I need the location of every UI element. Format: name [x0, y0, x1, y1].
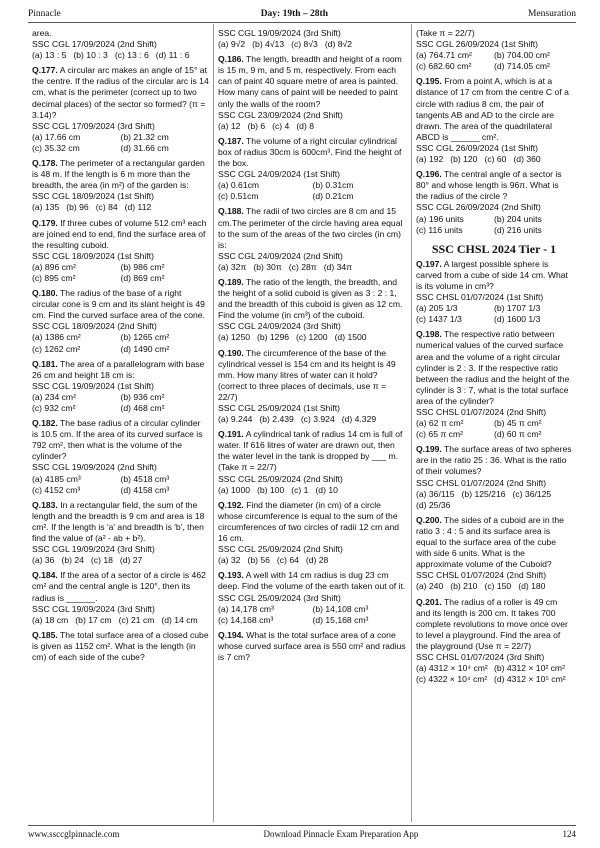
answer-option: (b) 30π	[253, 261, 282, 272]
question-block	[416, 597, 572, 686]
exam-source: SSC CGL 26/09/2024 (2nd Shift)	[416, 202, 541, 213]
question-body: From a point A, which is at a distance of 17 cm from the centre C of a circle with radius 8 cm, the pair of tangents AB and AD to the circle are drawn. The area of the quadrilateral ABCD is ______ cm².	[416, 76, 569, 142]
question-body: If the area of a sector of a circle is 462 cm² and the central angle is 120°, then its radius is ______.	[32, 570, 206, 603]
answer-options	[218, 180, 407, 202]
answer-options	[416, 489, 572, 511]
answer-option: (c) 3.924	[300, 414, 335, 425]
question-text	[32, 500, 209, 544]
answer-option: (d) 714.05 cm²	[494, 61, 550, 72]
exam-source: SSC CGL 18/09/2024 (1st Shift)	[32, 250, 154, 261]
question-block	[218, 570, 407, 625]
question-number: Q.178.	[32, 158, 58, 169]
question-number: Q.192.	[218, 499, 244, 510]
question-number: Q.196.	[416, 169, 442, 180]
question-block	[218, 54, 407, 132]
question-number: Q.188.	[218, 206, 244, 217]
exam-source: SSC CGL 25/09/2024 (3rd Shift)	[218, 592, 341, 603]
question-body: The respective ratio between numerical values of the curved surface area and the volume of a right circular cylinder is 2 : 3. If the respective ratio between the radius and the height of the cylinder is 3 : 7, what is the total surface area of the cylinder?	[416, 329, 570, 406]
answer-option: (a) 234 cm²	[32, 391, 76, 402]
answer-option: (b) 986 cm²	[120, 261, 165, 272]
question-block	[218, 28, 407, 50]
answer-option: (d) 180	[518, 581, 546, 592]
question-body: Find the diameter (in cm) of a circle whose circumference is equal to the sum of the circumferences of two circles of radii 12 cm and 16 cm.	[218, 499, 400, 544]
answer-option: (c) 18	[90, 555, 113, 566]
exam-source: SSC CGL 19/09/2024 (2nd Shift)	[32, 462, 157, 473]
answer-option: (c) 13 : 6	[114, 50, 149, 61]
answer-option: (a) 14,178 cm³	[218, 603, 274, 614]
answer-option: (d) 4.329	[341, 414, 377, 425]
question-body: The central angle of a sector is 80° and whose length is 96π. What is the radius of the circle ?	[416, 169, 562, 202]
answer-option: (a) 18 cm	[32, 614, 69, 625]
question-number: Q.182.	[32, 418, 58, 429]
question-block	[32, 158, 209, 213]
answer-option: (d) 14 cm	[161, 614, 198, 625]
question-number: Q.199.	[416, 444, 442, 455]
question-block	[32, 418, 209, 496]
answer-option: (c) 682.60 cm²	[416, 61, 472, 72]
answer-option: (b) 210	[450, 581, 478, 592]
answer-options	[416, 154, 572, 165]
answer-option: (d) 60 π cm²	[494, 429, 542, 440]
answer-option: (c) 4322 × 10⁴ cm²	[416, 674, 488, 685]
question-text	[218, 348, 407, 403]
answer-option: (c) 4152 cm³	[32, 484, 81, 495]
answer-option: (b) 936 cm²	[120, 391, 165, 402]
answer-option: (a) 1386 cm²	[32, 332, 81, 343]
answer-option: (a) 32	[218, 555, 241, 566]
question-text	[218, 429, 407, 473]
answer-option: (a) 205 1/3	[416, 303, 458, 314]
exam-source: SSC CGL 24/09/2024 (1st Shift)	[218, 169, 340, 180]
question-block	[218, 630, 407, 663]
answer-options	[416, 581, 572, 592]
answer-option: (a) 36	[32, 555, 55, 566]
answer-options	[32, 555, 209, 566]
answer-option: (b) 1296	[257, 332, 290, 343]
question-block	[218, 136, 407, 203]
question-block	[32, 500, 209, 567]
question-block	[416, 169, 572, 236]
answer-option: (c) 60	[484, 154, 507, 165]
answer-option: (d) 1600 1/3	[494, 314, 541, 325]
answer-option: (c) 35.32 cm	[32, 142, 80, 153]
question-block	[416, 259, 572, 326]
answer-options	[32, 262, 209, 284]
answer-option: (c) 21 cm	[118, 614, 155, 625]
answer-option: (c) 0.51cm	[218, 191, 259, 202]
answer-option: (a) 9√2	[218, 39, 246, 50]
question-text	[416, 515, 572, 570]
exam-source: SSC CGL 23/09/2024 (2nd Shift)	[218, 109, 343, 120]
question-body: The surface areas of two spheres are in the ratio 25 : 36. What is the ratio of their volumes?	[416, 444, 572, 477]
answer-option: (a) 17.66 cm	[32, 131, 81, 142]
exam-source: SSC CHSL 01/07/2024 (2nd Shift)	[416, 477, 547, 488]
question-block	[218, 429, 407, 496]
answer-option: (a) 36/115	[416, 488, 455, 499]
question-text	[416, 76, 572, 143]
answer-option: (b) 6	[247, 120, 266, 131]
answer-option: (d) 15,168 cm³	[312, 614, 369, 625]
footer-website: www.ssccglpinnacle.com	[28, 829, 120, 839]
question-body: The perimeter of a rectangular garden is 48 m. If the length is 6 m more than the breadth, the area (in m²) of the garden is:	[32, 158, 205, 191]
answer-option: (a) 0.61cm	[218, 180, 260, 191]
question-block	[32, 630, 209, 663]
column-1	[28, 24, 213, 822]
question-body: In a rectangular field, the sum of the length and the breadth is 9 cm and area is 18 cm². If the length is 'a' and breadth is 'b', then find the value of (a² - ab + b²).	[32, 499, 205, 544]
question-number: Q.197.	[416, 258, 442, 269]
answer-option: (a) 1000	[218, 484, 251, 495]
answer-option: (d) 0.21cm	[312, 191, 354, 202]
answer-option: (b) 4√13	[252, 39, 285, 50]
question-number: Q.186.	[218, 54, 244, 65]
question-text	[218, 277, 407, 321]
question-block	[32, 28, 209, 61]
question-text	[32, 65, 209, 120]
question-text	[416, 169, 572, 202]
question-number: Q.190.	[218, 347, 244, 358]
question-text	[32, 218, 209, 251]
exam-source: SSC CHSL 01/07/2024 (2nd Shift)	[416, 570, 547, 581]
exam-source: SSC CGL 25/09/2024 (2nd Shift)	[218, 544, 343, 555]
question-body: What is the total surface area of a cone whose curved surface area is 550 cm² and radius is 7 cm?	[218, 629, 406, 662]
question-text	[218, 136, 407, 169]
answer-option: (c) 65 π cm²	[416, 429, 463, 440]
question-text	[218, 54, 407, 109]
question-text	[416, 329, 572, 407]
exam-source: SSC CGL 25/09/2024 (1st Shift)	[218, 403, 340, 413]
answer-option: (b) 17 cm	[75, 614, 112, 625]
question-text	[32, 288, 209, 321]
question-block	[416, 329, 572, 440]
answer-option: (c) 932 cm²	[32, 403, 76, 413]
answer-option: (a) 4185 cm³	[32, 473, 81, 484]
answer-options	[32, 50, 209, 61]
question-number: Q.195.	[416, 76, 442, 87]
answer-option: (d) 31.66 cm	[120, 142, 169, 153]
question-body: (Take π = 22/7)	[416, 28, 475, 38]
answer-options	[416, 663, 572, 685]
answer-option: (b) 21.32 cm	[120, 131, 169, 142]
question-block	[416, 515, 572, 593]
answer-option: (d) 28	[305, 555, 329, 566]
answer-option: (d) 216 units	[494, 224, 542, 235]
exam-source: SSC CGL 24/09/2024 (2nd Shift)	[218, 250, 343, 261]
question-body: The radius of the base of a right circular cone is 9 cm and its slant height is 49 cm. Find the curved surface area of the cone.	[32, 288, 205, 321]
question-text	[416, 259, 572, 292]
answer-option: (b) 1707 1/3	[494, 303, 541, 314]
answer-options	[218, 39, 407, 50]
question-text	[416, 28, 572, 39]
exam-source: SSC CGL 26/09/2024 (1st Shift)	[416, 39, 538, 50]
question-body: A largest possible sphere is carved from a cube of side 14 cm. What is its volume in cm³?	[416, 258, 568, 291]
answer-option: (b) 704.00 cm²	[494, 50, 550, 61]
answer-option: (b) 120	[450, 154, 478, 165]
question-block	[416, 76, 572, 165]
answer-option: (d) 4158 cm³	[120, 484, 170, 495]
answer-options	[416, 50, 572, 72]
answer-options	[416, 214, 572, 236]
question-body: If three cubes of volume 512 cm³ each are joined end to end, find the surface area of the resulting cuboid.	[32, 217, 207, 250]
answer-option: (a) 135	[32, 202, 60, 213]
question-block	[416, 444, 572, 511]
exam-source: SSC CHSL 01/07/2024 (2nd Shift)	[416, 407, 547, 417]
answer-option: (b) 24	[61, 555, 84, 566]
answer-option: (d) 869 cm²	[120, 272, 165, 283]
header-center: Day: 19th – 28th	[260, 9, 328, 19]
exam-source: SSC CGL 26/09/2024 (1st Shift)	[416, 142, 538, 153]
question-number: Q.198.	[416, 329, 442, 340]
answer-option: (b) 14,108 cm³	[312, 603, 369, 614]
question-number: Q.201.	[416, 596, 442, 607]
question-text	[218, 630, 407, 663]
answer-option: (d) 8	[296, 120, 314, 131]
answer-options	[32, 132, 209, 154]
answer-options	[32, 615, 209, 626]
answer-option: (d) 360	[513, 154, 541, 165]
question-body: The area of a parallelogram with base 26 cm and height 18 cm is:	[32, 358, 205, 380]
question-block	[218, 277, 407, 344]
answer-option: (a) 192	[416, 154, 444, 165]
answer-option: (a) 196 units	[416, 213, 464, 224]
question-block	[416, 28, 572, 72]
question-number: Q.189.	[218, 276, 244, 287]
answer-option: (a) 4312 × 10⁴ cm²	[416, 663, 488, 674]
answer-option: (b) 204 units	[494, 213, 542, 224]
answer-option: (d) 8√2	[324, 39, 352, 50]
exam-source: SSC CGL 19/09/2024 (1st Shift)	[32, 380, 154, 391]
answer-options	[218, 121, 407, 132]
answer-options	[218, 332, 407, 343]
answer-option: (b) 4518 cm³	[120, 473, 170, 484]
answer-option: (a) 9.244	[218, 414, 253, 425]
question-body: The radius of a roller is 49 cm and its length is 200 cm. It takes 700 complete revolutions to move once over to level a playground. Find the area of the playground (Use π = 22/7)	[416, 596, 568, 651]
answer-options	[416, 418, 572, 440]
question-number: Q.181.	[32, 358, 58, 369]
answer-option: (d) 1490 cm²	[120, 343, 170, 354]
question-number: Q.185.	[32, 629, 58, 640]
column-2	[213, 24, 411, 822]
header-right: Mensuration	[527, 9, 576, 19]
answer-options	[416, 303, 572, 325]
exam-source: SSC CGL 17/09/2024 (3rd Shift)	[32, 120, 155, 131]
answer-option: (a) 896 cm²	[32, 261, 76, 272]
answer-option: (c) 14,168 cm³	[218, 614, 274, 625]
question-text	[32, 570, 209, 603]
question-block	[32, 65, 209, 154]
question-text	[416, 597, 572, 652]
question-text	[32, 28, 209, 39]
question-body: A circular arc makes an angle of 15° at the centre. If the radius of the circular arc is 14 cm, what is the perimeter (correct up to two decimal places) of the sector so formed? (π = 3.14)?	[32, 65, 209, 120]
page-footer	[28, 825, 576, 842]
answer-option: (d) 34π	[323, 261, 353, 272]
answer-option: (c) 1200	[296, 332, 328, 343]
answer-option: (d) 11 : 6	[155, 50, 190, 61]
question-number: Q.193.	[218, 570, 244, 581]
question-block	[32, 218, 209, 285]
exam-source: SSC CHSL 01/07/2024 (3rd Shift)	[416, 651, 545, 662]
question-block	[32, 288, 209, 355]
answer-option: (c) 895 cm²	[32, 272, 76, 283]
answer-option: (d) 1500	[334, 332, 367, 343]
question-body: The volume of a right circular cylindrical box of radius 30cm is 600cm³. Find the height of the box.	[218, 135, 402, 169]
answer-option: (d) 4312 × 10⁵ cm²	[494, 674, 566, 685]
question-text	[218, 570, 407, 592]
exam-source: SSC CGL 19/09/2024 (3rd Shift)	[218, 28, 341, 38]
answer-option: (b) 2.439	[259, 414, 294, 425]
answer-options	[218, 414, 407, 425]
exam-source: SSC CGL 25/09/2024 (2nd Shift)	[218, 473, 343, 484]
answer-option: (a) 12	[218, 120, 241, 131]
answer-options	[218, 555, 407, 566]
question-body: The ratio of the length, the breadth, and the height of a solid cuboid is given as 3 : 2 : 1, and the breadth of this cuboid is given as 12 cm. Find the volume (in cm³) of the cuboid.	[218, 276, 403, 321]
exam-source: SSC CHSL 01/07/2024 (1st Shift)	[416, 292, 544, 303]
answer-option: (d) 468 cm²	[120, 403, 165, 413]
question-text	[218, 500, 407, 544]
answer-option: (b) 10 : 3	[73, 50, 108, 61]
answer-options	[32, 392, 209, 414]
question-body: A well with 14 cm radius is dug 23 cm deep. Find the volume of the earth taken out of it.	[218, 570, 406, 592]
answer-option: (c) 1437 1/3	[416, 314, 462, 325]
exam-source: SSC CGL 18/09/2024 (1st Shift)	[32, 191, 154, 202]
question-columns	[28, 24, 576, 822]
question-text	[416, 444, 572, 477]
page-number: 124	[562, 829, 576, 839]
answer-options	[218, 485, 407, 496]
question-number: Q.180.	[32, 288, 58, 299]
column-3	[411, 24, 576, 822]
question-block	[32, 570, 209, 625]
answer-option: (d) 10	[315, 484, 338, 495]
exam-source: SSC CGL 19/09/2024 (3rd Shift)	[32, 544, 155, 555]
answer-option: (a) 1250	[218, 332, 251, 343]
answer-option: (a) 13 : 5	[32, 50, 67, 61]
question-block	[32, 359, 209, 414]
question-number: Q.191.	[218, 429, 244, 440]
question-text	[32, 418, 209, 462]
question-number: Q.187.	[218, 135, 244, 146]
question-number: Q.184.	[32, 570, 58, 581]
answer-options	[32, 332, 209, 354]
question-text	[32, 630, 209, 663]
question-body: The total surface area of a closed cube is given as 1152 cm². What is the length (in cm) of each side of the cube?	[32, 629, 209, 662]
question-body: The length, breadth and height of a room is 15 m, 9 m, and 5 m, respectively. From each can of paint 40 square metre of area is painted. How many cans of paint will be needed to paint only the walls of the room?	[218, 54, 402, 109]
question-text	[218, 206, 407, 250]
exam-source: SSC CGL 19/09/2024 (3rd Shift)	[32, 603, 155, 614]
question-body: The radii of two circles are 8 cm and 15 cm.The perimeter of the circle having area equal to the sum of the areas of the two circles (in cm) is:	[218, 206, 403, 250]
question-number: Q.177.	[32, 65, 58, 76]
exam-source: SSC CGL 18/09/2024 (2nd Shift)	[32, 321, 157, 332]
answer-option: (b) 45 π cm²	[494, 418, 542, 429]
question-body: area.	[32, 28, 52, 38]
question-body: The sides of a cuboid are in the ratio 3 : 4 : 5 and its surface area is equal to the surface area of the cube with side 6 units. What is the approximate volume of the Cuboid?	[416, 514, 564, 570]
question-number: Q.194.	[218, 629, 244, 640]
answer-option: (c) 84	[95, 202, 118, 213]
answer-option: (a) 240	[416, 581, 444, 592]
footer-app-note: Download Pinnacle Exam Preparation App	[263, 829, 419, 839]
answer-option: (d) 25/36	[416, 499, 451, 510]
answer-option: (c) 150	[484, 581, 512, 592]
question-number: Q.200.	[416, 514, 442, 525]
answer-options	[32, 202, 209, 213]
question-number: Q.183.	[32, 499, 58, 510]
answer-option: (b) 0.31cm	[312, 180, 354, 191]
exam-source: SSC CGL 17/09/2024 (2nd Shift)	[32, 39, 157, 50]
answer-options	[218, 604, 407, 626]
question-number: Q.179.	[32, 217, 58, 228]
answer-option: (c) 4	[272, 120, 290, 131]
question-block	[218, 500, 407, 567]
answer-option: (b) 4312 × 10² cm²	[494, 663, 565, 674]
answer-option: (c) 1262 cm²	[32, 343, 81, 354]
answer-option: (c) 1	[291, 484, 309, 495]
answer-option: (b) 96	[66, 202, 89, 213]
answer-options	[32, 474, 209, 496]
answer-option: (c) 8√3	[291, 39, 318, 50]
answer-option: (a) 32π	[218, 261, 247, 272]
answer-options	[218, 262, 407, 273]
question-text	[32, 359, 209, 381]
answer-option: (c) 116 units	[416, 224, 463, 235]
answer-option: (b) 1265 cm²	[120, 332, 170, 343]
answer-option: (a) 62 π cm²	[416, 418, 464, 429]
answer-option: (b) 100	[257, 484, 285, 495]
answer-option: (b) 56	[247, 555, 270, 566]
exam-source: SSC CGL 24/09/2024 (3rd Shift)	[218, 321, 341, 332]
answer-option: (a) 764.71 cm²	[416, 50, 472, 61]
answer-option: (c) 64	[276, 555, 299, 566]
answer-option: (d) 27	[119, 555, 143, 566]
question-block	[218, 348, 407, 426]
section-heading: SSC CHSL 2024 Tier - 1	[431, 241, 557, 256]
answer-option: (c) 28π	[288, 261, 317, 272]
answer-option: (b) 125/216	[461, 488, 506, 499]
question-text	[32, 158, 209, 191]
question-body: A cylindrical tank of radius 14 cm is full of water. If 616 litres of water are drawn out, then the water level in the tank is dropped by ___ m. (Take π = 22/7)	[218, 429, 403, 473]
question-body: The base radius of a circular cylinder is 10.5 cm. If the area of its curved surface is 792 cm², then what is the volume of the cylinder?	[32, 418, 203, 462]
question-body: The circumference of the base of the cylindrical vessel is 154 cm and its height is 49 mm. How many litres of water can it hold? (correct to three places of decimals, use π = 22/7)	[218, 347, 396, 402]
answer-option: (d) 112	[124, 202, 152, 213]
question-block	[218, 206, 407, 273]
header-left: Pinnacle	[28, 9, 61, 19]
page-header	[28, 6, 576, 23]
answer-option: (c) 36/125	[512, 488, 552, 499]
